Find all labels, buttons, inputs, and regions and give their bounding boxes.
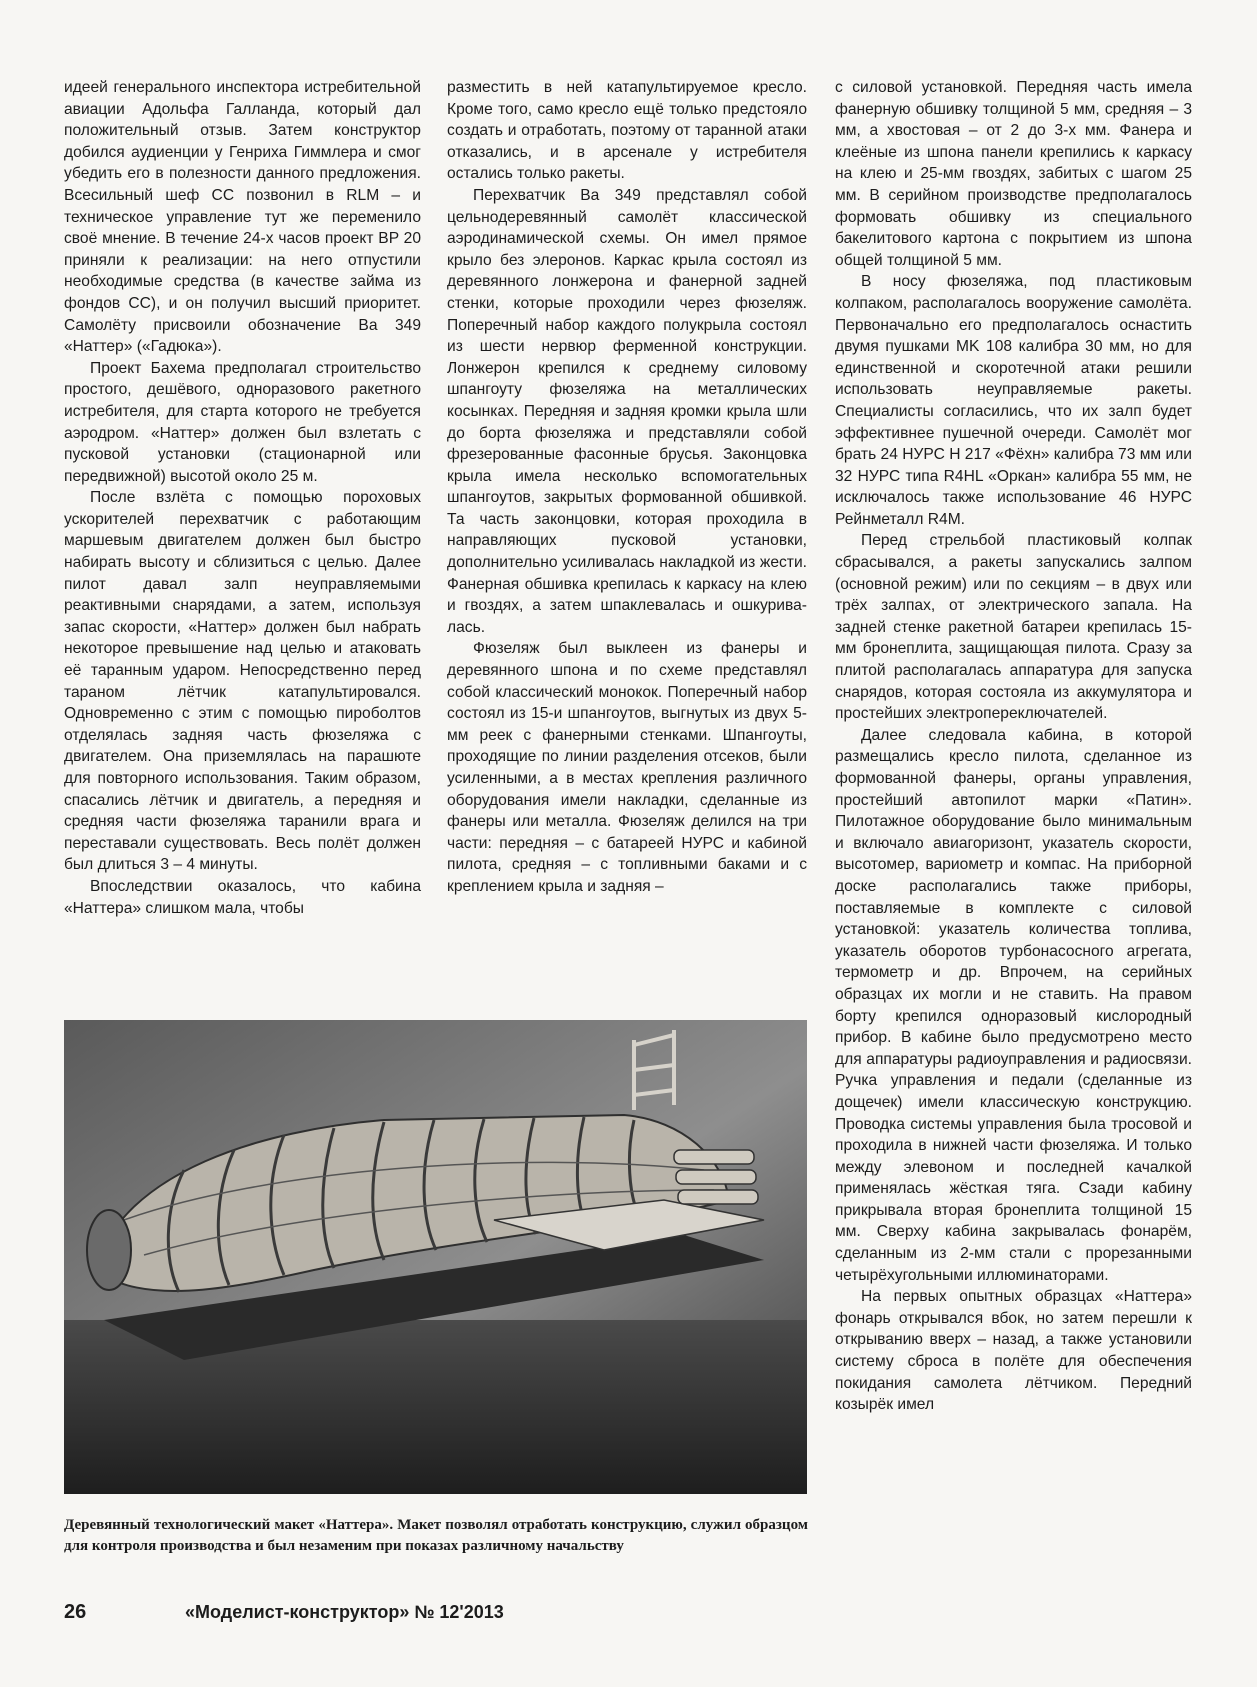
text-column-3 xyxy=(835,77,1192,1416)
paragraph: Далее следовала кабина, в которой размещались кресло пилота, сделанное из формованной фанеры, органы управления, простейший автопилот марки «Патин». Пилотажное оборудование было минимальным и включало авиагоризонт, указатель скорости, высотомер, вариометр и компас. На приборной доске располагались также приборы, поставляемые в комплекте с силовой установкой: указатель количества топлива, указатель оборотов турбонасосного агрегата, термометр и др. Впрочем, на серийных образцах их могли и не ставить. На правом борту крепился одноразовый кислородный прибор. В кабине было предусмотрено место для аппаратуры радиоуправления и радиосвязи. Ручка управления и педали (сделанные из дощечек) имели классическую конструкцию. Проводка системы управления была тросовой и проходила в нижней части фюзеляжа. И только между элевоном и последней качалкой применялась жёсткая тяга. Сзади кабину прикрывала вторая бронеплита толщиной 15 мм. Сверху кабина закрывалась фонарём, сделанным из 2-мм стали с прорезанными четырёхугольными иллюминаторами. xyxy=(835,726,1192,1284)
paragraph: На первых опытных образцах «Наттера» фонарь открывался вбок, но затем перешли к открыванию вверх – назад, а также установили систему сброса в полёте для обеспечения покидания самолета лётчиком. Передний козырёк имел xyxy=(835,1288,1192,1414)
paragraph: В носу фюзеляжа, под пластиковым колпаком, располагалось вооружение самолёта. Первоначально его предполагалось оснастить двумя пушками MK 108 калибра 30 мм, но для единственной и скоротечной атаки решили использовать неуправляемые ракеты. Специалисты согласились, что их залп будет эффективнее пушечной очереди. Самолёт мог брать 24 НУРС H 217 «Фёхн» калибра 73 мм или 32 НУРС типа R4HL «Оркан» калибра 55 мм, не исключалось также использование 46 НУРС Рейнметалл R4M. xyxy=(835,273,1192,528)
paragraph: с силовой установкой. Передняя часть имела фанерную обшивку толщиной 5 мм, средняя – 3 мм, а хвостовая – от 2 до 3-х мм. Фанера и клеёные из шпона панели крепились к каркасу на клею и 25-мм гвоздях, забитых с шагом 25 мм. В серийном производстве предполагалось формовать обшивку из специального бакелитового картона с покрытием из шпона общей толщиной 5 мм. xyxy=(835,79,1192,269)
paragraph: После взлёта с помощью пороховых ускорителей перехватчик с работающим маршевым двигателем должен был быстро набирать высоту и сблизиться с целью. Далее пилот давал залп неуправляемыми реактивными снарядами, а затем, используя запас скорости, «Наттер» должен был набрать некоторое превышение над целью и атаковать её таранным ударом. Непосредственно перед тараном лётчик катапультировался. Одновременно с этим с помощью пироболтов отделялась задняя часть фюзеляжа с двигателем. Она приземлялась на парашюте для повторного использования. Таким образом, спасались лётчик и двигатель, а передняя и средняя части фюзеляжа таранили врага и переставали существовать. Весь полёт должен был длиться 3 – 4 минуты. xyxy=(64,489,421,874)
paragraph: Перед стрельбой пластиковый колпак сбрасывался, а ракеты запускались залпом (основной режим) или по секциям – в двух или трёх залпах, от электрического запала. На задней стенке ракетной батареи крепилась 15-мм бронеплита, защищающая пилота. Сразу за плитой располагалась аппаратура для запуска снарядов, которая состояла из аккумулятора и простейших электропереключателей. xyxy=(835,532,1192,723)
paragraph: Впоследствии оказалось, что кабина «Наттера» слишком мала, чтобы xyxy=(64,877,421,917)
photo-caption: Деревянный технологический макет «Наттера». Макет позволял отработать конструкцию, служил образцом для контроля производства и был незаменим при показах различному начальству xyxy=(64,1517,808,1554)
aircraft-mockup-photo xyxy=(64,1020,807,1494)
text-column-1 xyxy=(64,77,421,919)
paragraph: Проект Бахема предполагал строительство простого, дешёвого, одноразового ракетного истребителя, для старта которого не требуется аэродром. «Наттер» должен был взлетать с пусковой установки (стационарной или передвижной) высотой около 25 м. xyxy=(64,359,421,485)
text-column-2 xyxy=(447,77,807,898)
magazine-issue: «Моделист-конструктор» № 12'2013 xyxy=(185,1602,504,1622)
paragraph: Перехватчик Ba 349 представлял собой цельнодеревянный самолёт классической аэродинамической схемы. Он имел прямое крыло без элеронов. Каркас крыла состоял из деревянного лонжерона и фанерной задней стенки, которые проходили через фюзеляж. Поперечный набор каждого полукрыла состоял из шести нервюр ферменной конструкции. Лонжерон крепился к среднему силовому шпангоуту фюзеляжа на металлических косынках. Передняя и задняя кромки крыла шли до борта фюзеляжа и представляли собой фрезерованные фасонные брусья. Законцовка крыла имела несколько вспомогательных шпангоутов, закрытых формованной обшивкой. Та часть законцовки, которая проходила в направляющих пусковой установки, дополнительно усиливалась накладкой из жести. Фанерная обшивка крепилась к каркасу на клею и гвоздях, а затем шпаклевалась и ошкуривалась. xyxy=(447,186,807,636)
page-number: 26 xyxy=(64,1601,87,1623)
paragraph: разместить в ней катапультируемое кресло. Кроме того, само кресло ещё только предстояло создать и отработать, поэтому от таранной атаки отказались, и в арсенале у истребителя остались только ракеты. xyxy=(447,79,807,183)
paragraph: Фюзеляж был выклеен из фанеры и деревянного шпона и по схеме представлял собой классический монокок. Поперечный набор состоял из 15-и шпангоутов, выгнутых из двух 5-мм реек с фанерными стенками. Шпангоуты, проходящие по линии разделения отсеков, были усиленными, а в местах крепления различного оборудования имели накладки, сделанные из фанеры или металла. Фюзеляж делился на три части: передняя – с батареей НУРС и кабиной пилота, средняя – с топливными баками и с креплением крыла и задняя – xyxy=(447,640,807,895)
paragraph: идеей генерального инспектора истребительной авиации Адольфа Галланда, который дал положительный отзыв. Затем конструктор добился аудиенции у Генриха Гиммлера и смог убедить его в полезности данного предложения. Всесильный шеф СС позвонил в RLM – и техническое управление тут же переменило своё мнение. В течение 24-х часов проект BP 20 приняли к реализации: на него отпустили необходимые средства (в качестве займа из фондов СС), и он получил высший приоритет. Самолёту присвоили обозначение Ba 349 «Наттер» («Гадюка»). xyxy=(64,79,421,356)
